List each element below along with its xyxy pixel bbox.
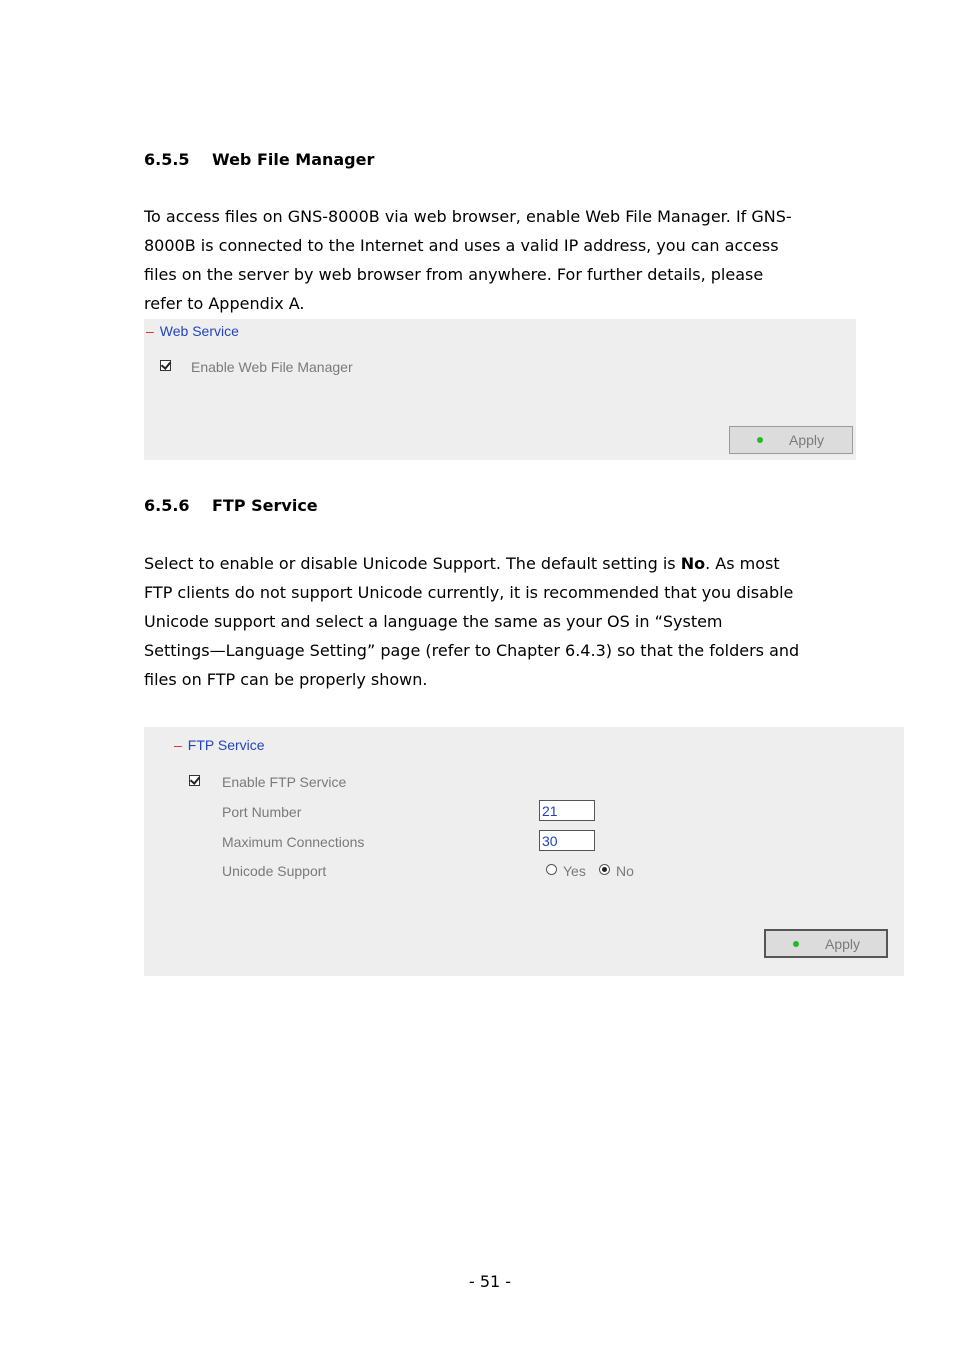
maximum-connections-input[interactable] bbox=[539, 830, 595, 851]
web-file-manager-description bbox=[144, 202, 844, 318]
paragraph-line: Unicode support and select a language the same as your OS in “System bbox=[144, 612, 723, 631]
section-title: Web File Manager bbox=[212, 150, 375, 169]
maximum-connections-label: Maximum Connections bbox=[222, 834, 365, 850]
paragraph-line bbox=[144, 549, 844, 578]
ftp-service-panel-header[interactable] bbox=[174, 737, 265, 753]
status-dot-icon bbox=[793, 941, 799, 947]
paragraph-line: 8000B is connected to the Internet and uses a valid IP address, you can access bbox=[144, 236, 779, 255]
ftp-service-description bbox=[144, 549, 844, 694]
panel-title: FTP Service bbox=[187, 737, 265, 753]
unicode-yes-label: Yes bbox=[563, 863, 586, 879]
section-heading-ftp-service bbox=[144, 496, 318, 515]
section-heading-web-file-manager bbox=[144, 150, 374, 169]
default-value-bold: No bbox=[680, 554, 706, 573]
paragraph-line: To access files on GNS-8000B via web browser, enable Web File Manager. If GNS- bbox=[144, 207, 792, 226]
paragraph-line: FTP clients do not support Unicode currently, it is recommended that you disable bbox=[144, 583, 794, 602]
apply-label: Apply bbox=[789, 432, 825, 448]
enable-ftp-service-label: Enable FTP Service bbox=[222, 774, 347, 790]
ftp-service-apply-button[interactable] bbox=[764, 929, 888, 958]
enable-web-file-manager-checkbox[interactable] bbox=[160, 360, 171, 371]
port-number-label: Port Number bbox=[222, 804, 302, 820]
paragraph-text: Select to enable or disable Unicode Support. The default setting is bbox=[144, 554, 681, 573]
paragraph-line: files on the server by web browser from anywhere. For further details, please bbox=[144, 265, 764, 284]
collapse-icon[interactable]: – bbox=[146, 323, 154, 339]
page-number: - 51 - bbox=[468, 1272, 512, 1291]
web-service-panel-header[interactable] bbox=[146, 323, 239, 339]
paragraph-line: Settings—Language Setting” page (refer to Chapter 6.4.3) so that the folders and bbox=[144, 641, 800, 660]
ftp-service-panel bbox=[144, 727, 904, 976]
collapse-icon[interactable]: – bbox=[174, 737, 182, 753]
paragraph-line: files on FTP can be properly shown. bbox=[144, 670, 428, 689]
panel-title: Web Service bbox=[159, 323, 239, 339]
port-number-input[interactable] bbox=[539, 800, 595, 821]
section-number: 6.5.5 bbox=[144, 150, 190, 169]
unicode-no-label: No bbox=[616, 863, 634, 879]
paragraph-text: . As most bbox=[705, 554, 780, 573]
unicode-yes-radio[interactable] bbox=[546, 864, 557, 875]
enable-web-file-manager-label: Enable Web File Manager bbox=[191, 359, 353, 375]
unicode-support-label: Unicode Support bbox=[222, 863, 327, 879]
apply-label: Apply bbox=[825, 936, 861, 952]
status-dot-icon bbox=[757, 437, 763, 443]
enable-ftp-service-checkbox[interactable] bbox=[189, 775, 200, 786]
unicode-no-radio[interactable] bbox=[599, 864, 610, 875]
web-service-panel bbox=[144, 319, 856, 460]
section-number: 6.5.6 bbox=[144, 496, 190, 515]
section-title: FTP Service bbox=[212, 496, 318, 515]
paragraph-line: refer to Appendix A. bbox=[144, 294, 305, 313]
web-service-apply-button[interactable] bbox=[729, 426, 853, 454]
